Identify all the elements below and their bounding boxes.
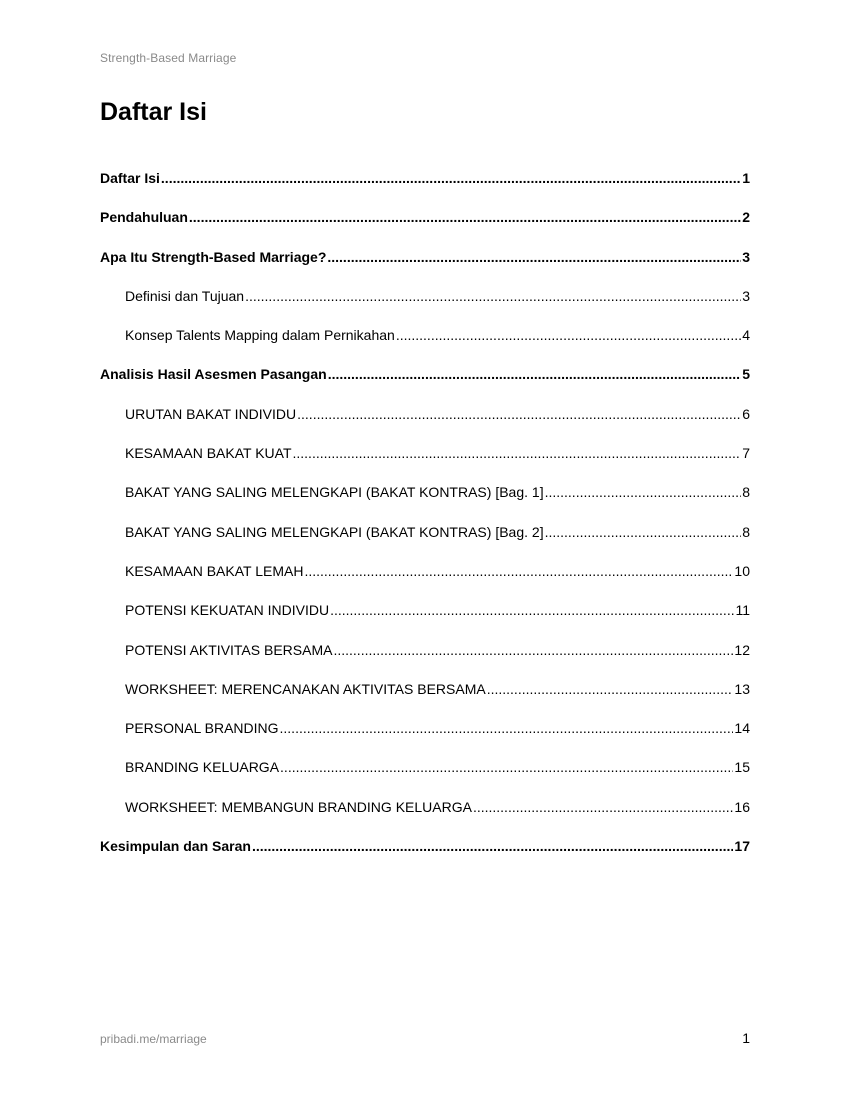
toc-leader-dots xyxy=(473,797,733,817)
toc-entry[interactable] xyxy=(100,168,750,207)
toc-leader-dots xyxy=(280,718,734,738)
footer-url: pribadi.me/marriage xyxy=(100,1032,207,1046)
toc-entry[interactable] xyxy=(100,325,750,364)
toc-leader-dots xyxy=(545,522,742,542)
toc-entry-label: BRANDING KELUARGA xyxy=(125,759,280,776)
running-header: Strength-Based Marriage xyxy=(100,51,237,65)
toc-entry-page: 8 xyxy=(742,523,750,540)
toc-leader-dots xyxy=(396,325,741,345)
toc-entry-label: Kesimpulan dan Saran xyxy=(100,838,251,855)
toc-leader-dots xyxy=(293,443,742,463)
toc-entry-label: BAKAT YANG SALING MELENGKAPI (BAKAT KONTRAS) [Bag. 1] xyxy=(125,484,544,501)
toc-entry-label: KESAMAAN BAKAT LEMAH xyxy=(125,562,304,579)
toc-entry-label: KESAMAAN BAKAT KUAT xyxy=(125,445,292,462)
toc-entry-page: 2 xyxy=(742,209,750,226)
toc-leader-dots xyxy=(189,207,741,227)
toc-entry[interactable] xyxy=(100,561,750,600)
toc-entry-label: Definisi dan Tujuan xyxy=(125,287,245,304)
toc-leader-dots xyxy=(327,247,741,267)
toc-entry-label: Daftar Isi xyxy=(100,170,160,186)
toc-entry-label: BAKAT YANG SALING MELENGKAPI (BAKAT KONTRAS) [Bag. 2] xyxy=(125,523,544,540)
toc-entry-label: Pendahuluan xyxy=(100,209,188,226)
toc-entry[interactable] xyxy=(100,718,750,757)
toc-entry[interactable] xyxy=(100,364,750,403)
toc-entry-page: 1 xyxy=(742,170,750,186)
toc-entry[interactable] xyxy=(100,640,750,679)
toc-entry[interactable] xyxy=(100,797,750,836)
toc-leader-dots xyxy=(328,364,742,384)
toc-entry-page: 10 xyxy=(734,562,750,579)
toc-leader-dots xyxy=(330,600,734,620)
toc-entry[interactable] xyxy=(100,600,750,639)
toc-entry-label: POTENSI AKTIVITAS BERSAMA xyxy=(125,641,333,658)
toc-entry[interactable] xyxy=(100,757,750,796)
toc-entry[interactable] xyxy=(100,443,750,482)
toc-entry-label: URUTAN BAKAT INDIVIDU xyxy=(125,405,297,422)
toc-leader-dots xyxy=(304,561,733,581)
toc-entry[interactable] xyxy=(100,679,750,718)
toc-entry-label: PERSONAL BRANDING xyxy=(125,720,279,737)
toc-entry[interactable] xyxy=(100,836,750,875)
toc-leader-dots xyxy=(297,404,741,424)
toc-entry-page: 12 xyxy=(734,641,750,658)
toc-entry-page: 7 xyxy=(742,445,750,462)
page-title: Daftar Isi xyxy=(100,98,207,126)
toc-entry[interactable] xyxy=(100,247,750,286)
toc-entry-label: POTENSI KEKUATAN INDIVIDU xyxy=(125,602,330,619)
toc-entry[interactable] xyxy=(100,482,750,521)
toc-entry-page: 4 xyxy=(742,327,750,344)
toc-entry-page: 11 xyxy=(735,602,750,619)
toc-entry[interactable] xyxy=(100,207,750,246)
toc-entry-page: 8 xyxy=(742,484,750,501)
toc-entry-page: 15 xyxy=(734,759,750,776)
toc-entry[interactable] xyxy=(100,404,750,443)
toc-entry-page: 3 xyxy=(742,287,750,304)
toc-leader-dots xyxy=(280,757,733,777)
toc-entry-page: 6 xyxy=(742,405,750,422)
toc-entry-page: 16 xyxy=(734,798,750,815)
toc-entry-page: 5 xyxy=(742,366,750,383)
toc-leader-dots xyxy=(545,482,742,502)
toc-entry-label: WORKSHEET: MEMBANGUN BRANDING KELUARGA xyxy=(125,798,472,815)
toc-entry[interactable] xyxy=(100,286,750,325)
toc-leader-dots xyxy=(252,836,733,856)
toc-entry-page: 14 xyxy=(734,720,750,737)
toc-leader-dots xyxy=(487,679,734,699)
toc-leader-dots xyxy=(161,168,741,188)
toc-entry-label: Konsep Talents Mapping dalam Pernikahan xyxy=(125,327,395,344)
toc-entry-page: 3 xyxy=(742,248,750,265)
toc-entry[interactable] xyxy=(100,522,750,561)
footer-page-number: 1 xyxy=(742,1030,750,1046)
toc-entry-label: Apa Itu Strength-Based Marriage? xyxy=(100,248,327,265)
toc-entry-label: Analisis Hasil Asesmen Pasangan xyxy=(100,366,327,383)
toc-leader-dots xyxy=(333,640,733,660)
table-of-contents xyxy=(100,168,750,875)
toc-entry-page: 13 xyxy=(734,680,750,697)
toc-leader-dots xyxy=(245,286,741,306)
toc-entry-label: WORKSHEET: MERENCANAKAN AKTIVITAS BERSAMA xyxy=(125,680,486,697)
toc-entry-page: 17 xyxy=(734,838,750,855)
